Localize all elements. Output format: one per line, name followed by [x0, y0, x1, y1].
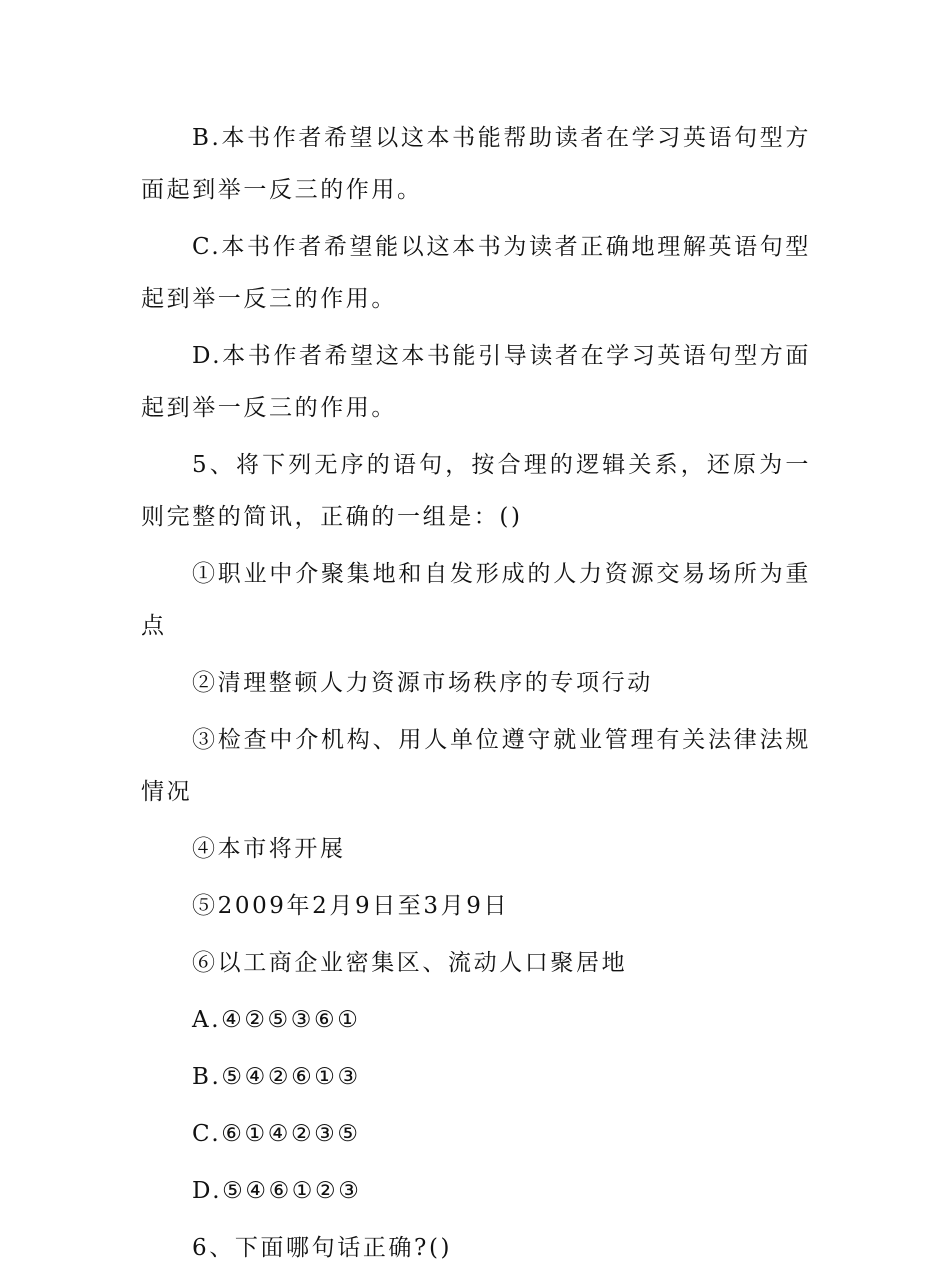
- sentence-2: ②清理整顿人力资源市场秩序的专项行动: [192, 670, 653, 696]
- question-5-stem: 5、将下列无序的语句，按合理的逻辑关系，还原为一则完整的简讯，正确的一组是：(): [141, 452, 811, 530]
- sentence-1: ①职业中介聚集地和自发形成的人力资源交易场所为重点: [141, 561, 811, 639]
- answer-option-b: B.⑤④②⑥①③: [192, 1064, 361, 1090]
- question-6-stem: 6、下面哪句话正确?(): [192, 1235, 453, 1261]
- document-body: [141, 112, 811, 1274]
- sentence-4: ④本市将开展: [192, 836, 346, 862]
- option-d-text: D.本书作者希望这本书能引导读者在学习英语句型方面起到举一反三的作用。: [141, 343, 811, 421]
- sentence-5: ⑤2009年2月9日至3月9日: [192, 893, 510, 919]
- answer-option-a: A.④②⑤③⑥①: [192, 1007, 361, 1033]
- sentence-6: ⑥以工商企业密集区、流动人口聚居地: [192, 950, 628, 976]
- sentence-3: ③检查中介机构、用人单位遵守就业管理有关法律法规情况: [141, 727, 811, 805]
- option-b-text: B.本书作者希望以这本书能帮助读者在学习英语句型方面起到举一反三的作用。: [141, 125, 811, 203]
- answer-option-d: D.⑤④⑥①②③: [192, 1178, 362, 1204]
- answer-option-c: C.⑥①④②③⑤: [192, 1121, 361, 1147]
- option-c-text: C.本书作者希望能以这本书为读者正确地理解英语句型起到举一反三的作用。: [141, 234, 811, 312]
